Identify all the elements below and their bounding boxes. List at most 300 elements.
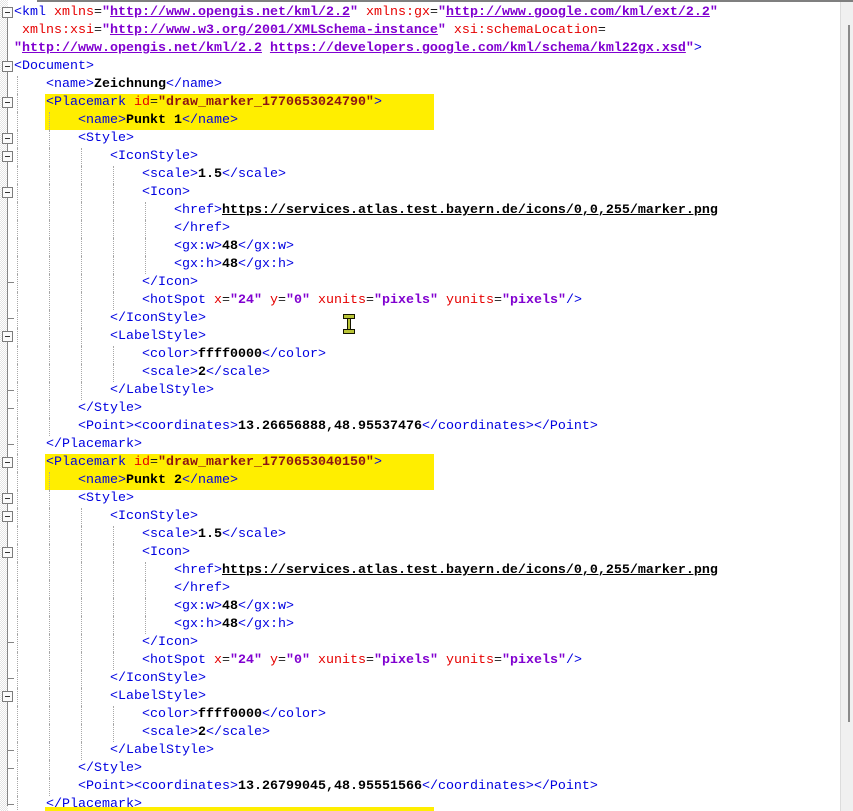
fold-collapse-button[interactable] — [2, 7, 13, 18]
indent-guide — [81, 544, 82, 562]
indent-guide — [49, 544, 50, 562]
token-t: </Icon> — [142, 635, 198, 650]
indent-guide — [81, 274, 82, 292]
token-o — [262, 653, 270, 668]
token-xu: https://services.atlas.test.bayern.de/icons/0,0,255/marker.png — [222, 563, 718, 578]
code-line-44[interactable] — [78, 778, 598, 796]
token-t: </scale> — [222, 167, 286, 182]
token-s: " — [685, 41, 694, 56]
code-line-40[interactable] — [142, 706, 326, 724]
indent-guide — [81, 328, 82, 346]
indent-guide — [49, 310, 50, 328]
indent-guide — [49, 292, 50, 310]
token-t: </Placemark> — [46, 437, 142, 452]
token-a: yunits — [445, 653, 494, 668]
token-x: ffff0000 — [198, 347, 262, 362]
code-line-34[interactable] — [174, 598, 294, 616]
indent-guide — [113, 184, 114, 202]
indent-guide — [17, 634, 18, 652]
token-a: id — [133, 95, 150, 110]
token-o: = — [493, 653, 502, 668]
token-t: <Style> — [78, 131, 134, 146]
token-s: " — [101, 23, 110, 38]
fold-collapse-button[interactable] — [2, 331, 13, 342]
token-t: </name> — [182, 473, 238, 488]
token-o: = — [93, 23, 102, 38]
code-line-42[interactable] — [110, 742, 214, 760]
indent-guide — [17, 706, 18, 724]
token-s: " — [14, 41, 22, 56]
fold-collapse-button[interactable] — [2, 691, 13, 702]
token-s: "pixels" — [501, 293, 566, 308]
token-t: <Document> — [14, 59, 94, 74]
code-line-39[interactable] — [110, 688, 206, 706]
indent-guide — [49, 724, 50, 742]
indent-guide — [49, 760, 50, 778]
token-x: 48 — [222, 617, 238, 632]
code-line-17[interactable] — [142, 292, 582, 310]
indent-guide — [113, 724, 114, 742]
fold-end-marker — [8, 750, 14, 751]
indent-guide — [81, 724, 82, 742]
indent-guide — [49, 490, 50, 508]
token-t: <name> — [78, 473, 126, 488]
token-t: > — [373, 95, 382, 110]
fold-end-marker — [8, 642, 14, 643]
token-s: "pixels" — [373, 293, 438, 308]
fold-end-marker — [8, 768, 14, 769]
token-a: y — [269, 293, 278, 308]
token-o: = — [429, 5, 438, 20]
indent-guide — [17, 238, 18, 256]
token-a: yunits — [445, 293, 494, 308]
indent-guide — [17, 778, 18, 796]
token-a: id — [133, 455, 150, 470]
indent-guide — [81, 148, 82, 166]
indent-guide — [81, 346, 82, 364]
token-s: "24" — [229, 293, 262, 308]
code-line-23[interactable] — [78, 400, 142, 418]
scrollbar-thumb[interactable] — [848, 25, 850, 722]
token-t: </color> — [262, 347, 326, 362]
token-t: </LabelStyle> — [110, 383, 214, 398]
token-t: </gx:h> — [238, 617, 294, 632]
code-line-15[interactable] — [174, 256, 294, 274]
token-o: = — [94, 5, 102, 20]
token-t: </LabelStyle> — [110, 743, 214, 758]
token-s: " — [709, 5, 718, 20]
indent-guide — [113, 202, 114, 220]
token-t: </gx:w> — [238, 599, 294, 614]
indent-guide — [81, 184, 82, 202]
indent-guide — [145, 598, 146, 616]
fold-collapse-button[interactable] — [2, 547, 13, 558]
token-x: 2 — [198, 365, 206, 380]
indent-guide — [17, 364, 18, 382]
token-t: <gx:w> — [174, 599, 222, 614]
fold-end-marker — [8, 444, 14, 445]
token-t: </Point> — [533, 419, 598, 434]
token-t: <coordinates> — [134, 419, 238, 434]
indent-guide — [113, 220, 114, 238]
indent-guide — [49, 706, 50, 724]
code-line-13[interactable] — [174, 220, 230, 238]
fold-collapse-button[interactable] — [2, 187, 13, 198]
token-o: = — [221, 653, 230, 668]
code-line-6[interactable] — [46, 94, 382, 112]
code-line-26[interactable] — [46, 454, 382, 472]
scrollbar-track[interactable] — [840, 0, 853, 811]
fold-collapse-button[interactable] — [2, 61, 13, 72]
token-su: http://www.w3.org/2001/XMLSchema-instance — [109, 23, 438, 38]
indent-guide — [113, 166, 114, 184]
token-t: </color> — [262, 707, 326, 722]
token-o: = — [365, 653, 374, 668]
fold-end-marker — [8, 678, 14, 679]
token-s: " — [437, 23, 454, 38]
indent-guide — [49, 634, 50, 652]
token-t: <LabelStyle> — [110, 329, 206, 344]
indent-guide — [17, 508, 18, 526]
fold-collapse-button[interactable] — [2, 493, 13, 504]
indent-guide — [49, 472, 50, 490]
code-line-27[interactable] — [78, 472, 238, 490]
token-t: </name> — [182, 113, 238, 128]
token-t: <scale> — [142, 365, 198, 380]
token-su: http://www.opengis.net/kml/2.2 — [110, 5, 350, 20]
indent-guide — [17, 400, 18, 418]
code-line-28[interactable] — [78, 490, 134, 508]
indent-guide — [81, 202, 82, 220]
indent-guide — [17, 418, 18, 436]
token-t: <IconStyle> — [110, 149, 198, 164]
token-t: <hotSpot — [142, 653, 214, 668]
code-line-1[interactable] — [14, 4, 718, 22]
indent-guide — [49, 112, 50, 130]
fold-margin — [0, 0, 14, 811]
indent-guide — [17, 472, 18, 490]
code-line-31[interactable] — [142, 544, 190, 562]
token-s: "0" — [285, 653, 310, 668]
fold-end-marker — [8, 390, 14, 391]
code-line-30[interactable] — [142, 526, 286, 544]
token-t: <Style> — [78, 491, 134, 506]
token-x: 2 — [198, 725, 206, 740]
token-sh: "draw_marker_1770653040150" — [157, 455, 374, 470]
token-t: <kml — [14, 5, 54, 20]
indent-guide — [49, 148, 50, 166]
indent-guide — [17, 580, 18, 598]
fold-collapse-button[interactable] — [2, 97, 13, 108]
code-line-45[interactable] — [46, 796, 142, 811]
indent-guide — [49, 274, 50, 292]
token-s: " — [102, 5, 110, 20]
token-x: 13.26799045,48.95551566 — [237, 779, 422, 794]
fold-collapse-button[interactable] — [2, 457, 13, 468]
code-line-36[interactable] — [142, 634, 198, 652]
token-t: <href> — [174, 203, 222, 218]
token-x: Punkt 1 — [126, 113, 182, 128]
code-line-4[interactable] — [14, 58, 94, 76]
code-line-12[interactable] — [174, 202, 718, 220]
code-line-37[interactable] — [142, 652, 582, 670]
indent-guide — [49, 508, 50, 526]
token-t: <color> — [142, 707, 198, 722]
code-line-10[interactable] — [142, 166, 286, 184]
indent-guide — [81, 220, 82, 238]
indent-guide — [113, 526, 114, 544]
code-line-14[interactable] — [174, 238, 294, 256]
token-x: 1.5 — [198, 527, 222, 542]
token-o — [438, 293, 446, 308]
indent-guide — [17, 562, 18, 580]
token-x: 1.5 — [198, 167, 222, 182]
token-a: xmlns:gx — [365, 5, 430, 20]
code-line-24[interactable] — [78, 418, 598, 436]
indent-guide — [113, 598, 114, 616]
token-a: x — [213, 653, 222, 668]
fold-collapse-button[interactable] — [2, 133, 13, 144]
indent-guide — [17, 724, 18, 742]
token-x: 13.26656888,48.95537476 — [237, 419, 422, 434]
token-t: </scale> — [206, 365, 270, 380]
indent-guide — [49, 328, 50, 346]
code-line-29[interactable] — [110, 508, 198, 526]
indent-guide — [17, 346, 18, 364]
indent-guide — [49, 382, 50, 400]
code-line-22[interactable] — [110, 382, 214, 400]
code-line-33[interactable] — [174, 580, 230, 598]
token-t: <Icon> — [142, 185, 190, 200]
indent-guide — [17, 616, 18, 634]
token-o: = — [221, 293, 230, 308]
indent-guide — [17, 436, 18, 454]
token-su: http://www.google.com/kml/ext/2.2 — [445, 5, 710, 20]
fold-collapse-button[interactable] — [2, 151, 13, 162]
indent-guide — [145, 202, 146, 220]
token-o — [262, 293, 270, 308]
token-s: " — [437, 5, 446, 20]
indent-guide — [49, 364, 50, 382]
indent-guide — [17, 310, 18, 328]
code-line-38[interactable] — [110, 670, 206, 688]
indent-guide — [49, 688, 50, 706]
indent-guide — [49, 184, 50, 202]
top-divider — [37, 0, 853, 2]
indent-guide — [81, 670, 82, 688]
fold-end-marker — [8, 282, 14, 283]
indent-guide — [81, 508, 82, 526]
indent-guide — [113, 544, 114, 562]
token-o — [438, 653, 446, 668]
indent-guide — [17, 652, 18, 670]
code-line-5[interactable] — [46, 76, 222, 94]
indent-guide — [49, 346, 50, 364]
indent-guide — [49, 778, 50, 796]
indent-guide — [49, 202, 50, 220]
token-x: Punkt 2 — [126, 473, 182, 488]
indent-guide — [17, 94, 18, 112]
token-x: 48 — [222, 239, 238, 254]
indent-guide — [113, 562, 114, 580]
token-t: <IconStyle> — [110, 509, 198, 524]
indent-guide — [17, 796, 18, 811]
indent-guide — [81, 166, 82, 184]
fold-end-marker — [8, 408, 14, 409]
token-t: /> — [565, 293, 582, 308]
token-o: = — [149, 95, 158, 110]
code-line-35[interactable] — [174, 616, 294, 634]
indent-guide — [113, 274, 114, 292]
indent-guide — [145, 562, 146, 580]
indent-guide — [17, 526, 18, 544]
token-t: /> — [565, 653, 582, 668]
code-line-25[interactable] — [46, 436, 142, 454]
code-line-9[interactable] — [110, 148, 198, 166]
token-a: xmlns:xsi — [22, 23, 94, 38]
token-a: xmlns — [54, 5, 94, 20]
token-a: y — [269, 653, 278, 668]
indent-guide — [113, 706, 114, 724]
token-o: = — [597, 23, 606, 38]
code-line-3[interactable] — [14, 40, 702, 58]
token-a: xunits — [317, 653, 366, 668]
token-su: http://www.opengis.net/kml/2.2 — [22, 41, 262, 56]
indent-guide — [145, 580, 146, 598]
indent-guide — [81, 364, 82, 382]
indent-guide — [17, 760, 18, 778]
indent-guide — [17, 184, 18, 202]
token-t: <name> — [78, 113, 126, 128]
indent-guide — [49, 652, 50, 670]
indent-guide — [81, 256, 82, 274]
token-t: <gx:w> — [174, 239, 222, 254]
code-line-20[interactable] — [142, 346, 326, 364]
indent-guide — [145, 220, 146, 238]
fold-collapse-button[interactable] — [2, 511, 13, 522]
indent-guide — [81, 526, 82, 544]
token-s: " — [349, 5, 366, 20]
indent-guide — [81, 616, 82, 634]
token-x: Zeichnung — [94, 77, 166, 92]
indent-guide — [17, 598, 18, 616]
code-line-19[interactable] — [110, 328, 206, 346]
indent-guide — [49, 616, 50, 634]
indent-guide — [17, 742, 18, 760]
token-t: <Point> — [78, 419, 134, 434]
indent-guide — [81, 742, 82, 760]
indent-guide — [49, 742, 50, 760]
token-t: <scale> — [142, 527, 198, 542]
token-x: 48 — [222, 599, 238, 614]
token-t: > — [373, 455, 382, 470]
indent-guide — [49, 256, 50, 274]
token-t: <coordinates> — [134, 779, 238, 794]
indent-guide — [81, 652, 82, 670]
code-line-18[interactable] — [110, 310, 206, 328]
code-line-21[interactable] — [142, 364, 270, 382]
token-t: <Point> — [78, 779, 134, 794]
token-a: xsi:schemaLocation — [453, 23, 598, 38]
indent-guide — [17, 454, 18, 472]
indent-guide — [49, 580, 50, 598]
code-line-8[interactable] — [78, 130, 134, 148]
indent-guide — [81, 382, 82, 400]
token-t: <scale> — [142, 725, 198, 740]
code-line-41[interactable] — [142, 724, 270, 742]
indent-guide — [49, 562, 50, 580]
token-t: <Placemark — [46, 455, 134, 470]
token-s: "0" — [285, 293, 310, 308]
indent-guide — [81, 292, 82, 310]
token-t: <color> — [142, 347, 198, 362]
fold-end-marker — [8, 318, 14, 319]
token-t: </IconStyle> — [110, 311, 206, 326]
token-o: = — [365, 293, 374, 308]
token-o — [310, 653, 318, 668]
token-t: <hotSpot — [142, 293, 214, 308]
indent-guide — [145, 616, 146, 634]
indent-guide — [49, 220, 50, 238]
token-o: = — [277, 293, 286, 308]
indent-guide — [17, 76, 18, 94]
indent-guide — [113, 292, 114, 310]
token-s — [262, 41, 270, 56]
indent-guide — [113, 616, 114, 634]
indent-guide — [81, 310, 82, 328]
indent-guide — [113, 634, 114, 652]
indent-guide — [17, 112, 18, 130]
indent-guide — [81, 580, 82, 598]
indent-guide — [49, 598, 50, 616]
token-t: <Icon> — [142, 545, 190, 560]
token-t: > — [693, 41, 702, 56]
indent-guide — [49, 238, 50, 256]
indent-guide — [17, 544, 18, 562]
token-t: </Style> — [78, 401, 142, 416]
indent-guide — [81, 598, 82, 616]
token-t: </Style> — [78, 761, 142, 776]
token-o — [310, 293, 318, 308]
code-line-2[interactable] — [22, 22, 606, 40]
token-a: xunits — [317, 293, 366, 308]
token-t: </Icon> — [142, 275, 198, 290]
code-line-32[interactable] — [174, 562, 718, 580]
token-s: "pixels" — [501, 653, 566, 668]
token-t: </IconStyle> — [110, 671, 206, 686]
indent-guide — [17, 274, 18, 292]
code-line-43[interactable] — [78, 760, 142, 778]
indent-guide — [17, 148, 18, 166]
token-t: <gx:h> — [174, 617, 222, 632]
indent-guide — [49, 400, 50, 418]
indent-guide — [49, 166, 50, 184]
indent-guide — [17, 328, 18, 346]
indent-guide — [113, 256, 114, 274]
indent-guide — [17, 256, 18, 274]
indent-guide — [81, 706, 82, 724]
indent-guide — [17, 220, 18, 238]
code-line-16[interactable] — [142, 274, 198, 292]
code-line-7[interactable] — [78, 112, 238, 130]
token-o: = — [149, 455, 158, 470]
token-x: 48 — [222, 257, 238, 272]
indent-guide — [113, 652, 114, 670]
indent-guide — [17, 292, 18, 310]
code-line-11[interactable] — [142, 184, 190, 202]
indent-guide — [49, 670, 50, 688]
token-s: "24" — [229, 653, 262, 668]
